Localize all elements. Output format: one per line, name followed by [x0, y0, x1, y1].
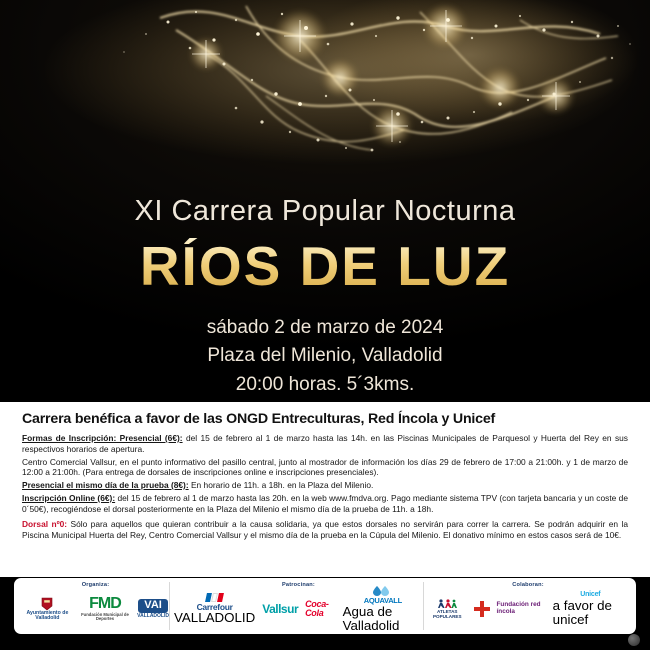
info-block-inscripcion-online — [22, 493, 628, 515]
info-block-text: Centro Comercial Vallsur, en el punto informativo del pasillo central, junto al mostrador de información los días 29 de febrero de 17:00 a 21:00h. y 1 de marzo de 12:00 a 21:00h. (Para entrega de dorsales de inscripciones online e inscripciones presenciales). — [22, 456, 628, 478]
info-block-dorsal-cero — [22, 519, 628, 541]
logo-mark: AQUAVALL — [363, 596, 402, 606]
logo-label: VALLADOLID — [137, 612, 169, 619]
event-time-distance: 20:00 horas. 5´3kms. — [235, 373, 415, 395]
info-block-text: del 15 de febrero al 1 de marzo hasta las 14h. en las Piscinas Municipales de Parquesol y Huerta del Rey en sus respectivos horarios de apertura. — [22, 433, 628, 454]
cross-icon — [474, 601, 490, 617]
logo-atletas-populares — [428, 598, 467, 620]
info-block-inscripcion-presencial — [22, 433, 628, 455]
event-date: sábado 2 de marzo de 2024 — [206, 316, 444, 338]
logo-carrefour — [174, 593, 255, 626]
logo-mark: FMD — [89, 595, 121, 613]
logo-label: Agua de Valladolid — [342, 603, 400, 633]
logo-label: VALLADOLID — [174, 610, 256, 626]
info-block-text: En horario de 11h. a 18h. en la Plaza del Milenio. — [188, 480, 374, 490]
logo-vallsur — [262, 603, 298, 616]
logo-mark: Vallsur — [262, 601, 299, 616]
logo-coca-cola — [305, 600, 336, 619]
logo-label: a favor de unicef — [552, 597, 612, 627]
sponsors-strip — [14, 578, 636, 634]
sponsor-group-label: Patrocinan: — [282, 582, 315, 588]
event-details — [0, 314, 650, 399]
logo-mark: Fundación red íncola — [496, 601, 541, 615]
charity-heading: Carrera benéfica a favor de las ONGD Entreculturas, Red Íncola y Unicef — [22, 411, 496, 427]
info-block-lead: Inscripción Online (6€): — [22, 492, 116, 503]
info-block-vallsur — [22, 457, 628, 479]
light-trail-artwork — [0, 0, 650, 210]
info-block-lead: Formas de Inscripción: Presencial (6€): — [22, 433, 183, 443]
info-block-lead: Dorsal nº0: — [22, 519, 68, 530]
logo-label: Fundación Municipal de Deportes — [81, 611, 129, 622]
event-subtitle-line: XI Carrera Popular Nocturna — [134, 195, 516, 227]
logo-fmd — [80, 596, 130, 622]
sponsor-group-label: Colaboran: — [512, 582, 544, 588]
logo-entreculturas — [474, 601, 490, 617]
logo-label: Ayuntamiento de Valladolid — [26, 609, 69, 621]
info-block-text: del 15 de febrero al 1 de marzo hasta las 20h. en la web www.fmdva.org. Pago mediante sistema TPV (con tarjeta bancaria y un coste de 0´50€), recogiéndose el dorsal posteriormente en la Plaza del Milenio el mismo día de la prueba de 11h. a 18h. — [22, 492, 628, 514]
carrefour-icon — [206, 593, 223, 602]
poster-titles — [0, 196, 650, 399]
logo-red-incola — [497, 602, 546, 615]
logo-ayuntamiento-valladolid — [22, 597, 73, 622]
logo-mark: VAI — [138, 599, 168, 613]
coat-of-arms-icon — [41, 597, 53, 611]
sponsor-group-organiza — [22, 582, 170, 630]
logo-mark: Coca-Cola — [305, 598, 329, 618]
logo-label: ATLETAS POPULARES — [432, 609, 462, 619]
logo-aquavall — [343, 585, 423, 633]
info-block-lead: Presencial el mismo día de la prueba (8€): — [22, 480, 189, 490]
logo-vai-valladolid — [137, 599, 169, 619]
logo-mark: Carrefour — [196, 601, 233, 612]
watermark-icon — [628, 634, 640, 646]
sponsor-group-patrocinan — [174, 582, 424, 633]
info-block-presencial-mismo-dia — [22, 480, 628, 491]
logo-unicef — [553, 591, 628, 626]
logo-mark: Unicef — [580, 591, 601, 599]
info-block-text: Sólo para aquellos que quieran contribuir a la causa solidaria, ya que estos dorsales no servirán para correr la carrera. Se podrán adquirir en la Piscina Municipal Huerta del Rey, Centro Comercial Vallsur y el mismo día de la prueba en la Cúpula del Milenio. El donativo mínimo en estos casos será de 10€. — [22, 519, 628, 540]
event-place: Plaza del Milenio, Valladolid — [207, 345, 443, 367]
sponsor-group-label: Organiza: — [81, 582, 110, 588]
sponsor-group-colaboran — [428, 582, 628, 630]
page-title: RÍOS DE LUZ — [0, 238, 650, 296]
info-panel — [0, 402, 650, 577]
